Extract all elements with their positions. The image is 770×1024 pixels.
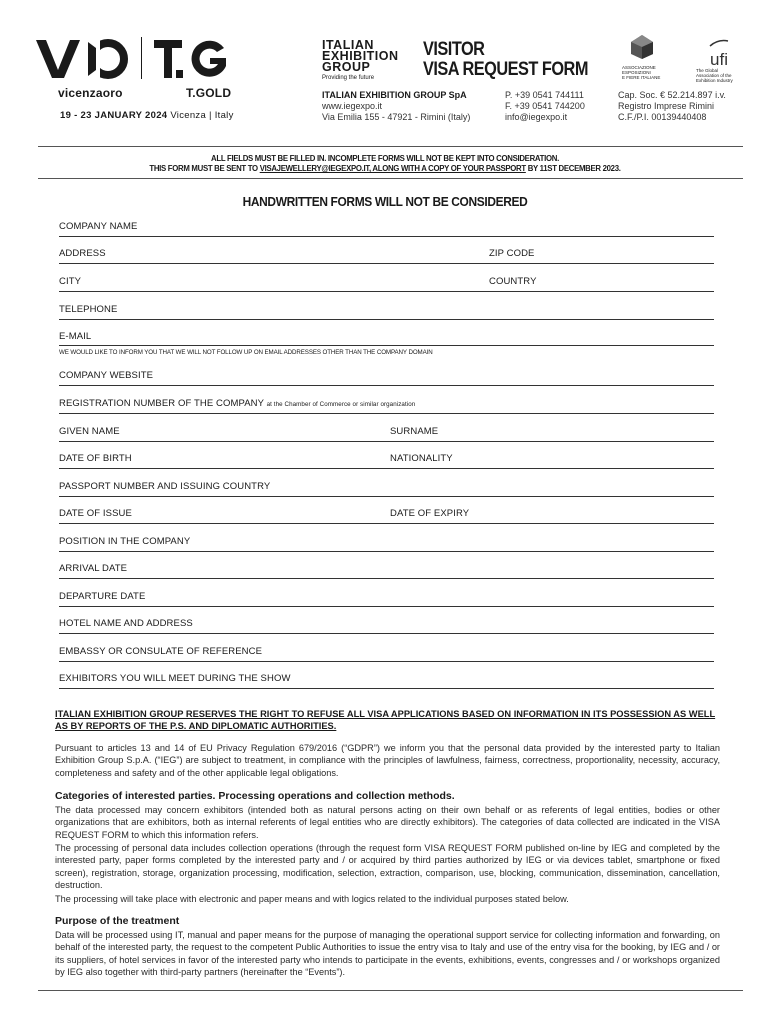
arrival-date-field[interactable] [59, 578, 714, 579]
registration-number-label [59, 398, 415, 409]
header-rule [38, 146, 743, 147]
badge-text: The Global [696, 68, 719, 73]
company-name-field[interactable] [59, 236, 714, 237]
departure-date-field[interactable] [59, 606, 714, 607]
form-title-line: VISA REQUEST FORM [423, 59, 588, 80]
email-domain-note: WE WOULD LIKE TO INFORM YOU THAT WE WILL NOT FOLLOW UP ON EMAIL ADDRESSES OTHER THAN THE COMPANY DOMAIN [59, 349, 433, 356]
city-label: CITY [59, 276, 82, 287]
ufi-swoosh-icon [708, 39, 730, 47]
position-label: POSITION IN THE COMPANY [59, 536, 191, 547]
form-title-line: VISITOR [423, 39, 485, 60]
zip-code-label: ZIP CODE [489, 248, 535, 259]
passport-label: PASSPORT NUMBER AND ISSUING COUNTRY [59, 481, 271, 492]
company-website-label: COMPANY WEBSITE [59, 370, 154, 381]
tgold-logo-icon [154, 36, 234, 82]
registration-info [618, 90, 726, 123]
name-field[interactable] [59, 441, 714, 442]
vicenzaoro-logo-icon [36, 36, 136, 82]
notice-send-deadline: BY 11ST DECEMBER 2023. [525, 164, 621, 173]
notice-fields-required: ALL FIELDS MUST BE FILLED IN. INCOMPLETE FORMS WILL NOT BE KEPT INTO CONSIDERATION. [211, 154, 559, 163]
email-label: E-MAIL [59, 331, 92, 342]
exhibitors-field[interactable] [59, 688, 714, 689]
vicenzaoro-label: vicenzaoro [58, 86, 123, 100]
handwritten-warning: HANDWRITTEN FORMS WILL NOT BE CONSIDERED [242, 194, 528, 209]
badge-text: ASSOCIAZIONE [622, 65, 656, 70]
phone-number: P. +39 0541 744111 [505, 90, 584, 100]
email-field[interactable] [59, 345, 714, 346]
surname-label: SURNAME [390, 426, 439, 437]
ufi-logo: ufi [710, 50, 728, 69]
categories-paragraph: The data processed may concern exhibitors (intended both as natural persons acting on their own behalf or as referents of legal entities, bodies or other organizations that are exhibitors, both as internal referents of legal entities who are directly exhibitors). The categories of data collected are indicated in the VISA REQUEST FORM to which this information refers. [55, 805, 720, 840]
hotel-field[interactable] [59, 633, 714, 634]
badge-text: E FIERE ITALIANE [622, 75, 661, 80]
date-of-expiry-label: DATE OF EXPIRY [390, 508, 470, 519]
contact-info [505, 90, 585, 123]
ieg-tagline: Providing the future [322, 75, 375, 81]
ieg-logo-line: ITALIAN [322, 38, 374, 52]
form-title [423, 40, 588, 80]
departure-date-label: DEPARTURE DATE [59, 591, 146, 602]
passport-field[interactable] [59, 496, 714, 497]
fax-number: F. +39 0541 744200 [505, 101, 585, 111]
notice-send-email: VISAJEWELLERY@IEGEXPO.IT, ALONG WITH A COPY OF YOUR PASSPORT [259, 164, 526, 173]
purpose-heading: Purpose of the treatment [55, 915, 180, 927]
registration-number-text: REGISTRATION NUMBER OF THE COMPANY [59, 398, 264, 409]
country-label: COUNTRY [489, 276, 537, 287]
city-field[interactable] [59, 291, 714, 292]
tgold-label: T.GOLD [186, 86, 232, 100]
rights-statement: ITALIAN EXHIBITION GROUP RESERVES THE RIGHT TO REFUSE ALL VISA APPLICATIONS BASED ON INFORMATION IN ITS POSSESSION AS WELL AS BY REPORTS OF THE P.S. AND DIPLOMATIC AUTHORITIES. [55, 709, 716, 732]
share-capital: Cap. Soc. € 52.214.897 i.v. [618, 90, 726, 100]
arrival-date-label: ARRIVAL DATE [59, 563, 128, 574]
processing-means-paragraph: The processing will take place with electronic and paper means and with logics related to the individual purposes stated below. [55, 894, 569, 904]
event-date-range: 19 - 23 JANUARY 2024 [60, 110, 168, 121]
registration-note: at the Chamber of Commerce or similar organization [266, 401, 416, 408]
company-info [322, 90, 470, 123]
nationality-label: NATIONALITY [390, 453, 453, 464]
ieg-logo-line: EXHIBITION [322, 49, 399, 63]
date-of-birth-label: DATE OF BIRTH [59, 453, 132, 464]
privacy-paragraph: Pursuant to articles 13 and 14 of EU Privacy Regulation 679/2016 (“GDPR”) we inform you that the personal data provided by the interested party to Italian Exhibition Group S.p.A. (“IEG”) are subject to treatment, in compliance with the principles of lawfulness, fairness, correctness, proportionality, necessity, accuracy, completeness and safety and of the other applicable legal obligations. [55, 743, 720, 778]
exhibition-association-icon [629, 34, 655, 60]
hotel-label: HOTEL NAME AND ADDRESS [59, 618, 193, 629]
company-website: www.iegexpo.it [322, 101, 383, 111]
notice-send-prefix: THIS FORM MUST BE SENT TO [149, 164, 260, 173]
ufi-badge [696, 34, 742, 83]
notice-rule [38, 178, 743, 179]
logo-divider [141, 37, 142, 79]
notice-send-to [0, 164, 770, 173]
ieg-logo [322, 40, 412, 81]
processing-paragraph: The processing of personal data includes collection operations (through the request form VISA REQUEST FORM published on-line by IEG and completed by the interested party, paper forms completed by the interested party and / or acquired by third parties authorized by IEG or via devices tablet, smartphone or fixed screen), registration, storage, organization processing, modification, selection, extraction, comparison, use, blocking, communication, dissemination, cancellation, destruction. [55, 843, 720, 891]
tax-code: C.F./P.I. 00139440408 [618, 112, 707, 122]
ieg-logo-line: GROUP [322, 60, 371, 74]
event-dates [60, 110, 234, 121]
badge-text: ESPOSIZIONI [622, 70, 651, 75]
embassy-label: EMBASSY OR CONSULATE OF REFERENCE [59, 646, 263, 657]
given-name-label: GIVEN NAME [59, 426, 120, 437]
birth-nationality-field[interactable] [59, 468, 714, 469]
address-field[interactable] [59, 263, 714, 264]
contact-email: info@iegexpo.it [505, 112, 568, 122]
exhibitors-label: EXHIBITORS YOU WILL MEET DURING THE SHOW [59, 673, 291, 684]
event-location: Vicenza | Italy [170, 110, 234, 121]
address-label: ADDRESS [59, 248, 106, 259]
registration-number-field[interactable] [59, 413, 714, 414]
passport-dates-field[interactable] [59, 523, 714, 524]
telephone-field[interactable] [59, 319, 714, 320]
telephone-label: TELEPHONE [59, 304, 118, 315]
purpose-paragraph: Data will be processed using IT, manual and paper means for the purpose of managing the operational support service for collecting information and forwarding, on behalf of the interested party, the request to the competent Public Authorities to issue the entry visa to Italy and use of the entry visa for the booking, by IEG and / or its suppliers, of hotel services in favor of the interested party who intends to participate in the events, exhibitions, events, congresses and / or workshops organized by IEG also together with third-party partners (hereinafter the “Events”). [55, 930, 720, 978]
position-field[interactable] [59, 551, 714, 552]
company-website-field[interactable] [59, 385, 714, 386]
badge-text: Association of the [696, 73, 732, 78]
business-register: Registro Imprese Rimini [618, 101, 715, 111]
association-badge [622, 34, 662, 80]
company-name-label: COMPANY NAME [59, 221, 138, 232]
company-name: ITALIAN EXHIBITION GROUP SpA [322, 90, 467, 100]
categories-heading: Categories of interested parties. Processing operations and collection methods. [55, 790, 455, 802]
footer-rule [38, 990, 743, 991]
date-of-issue-label: DATE OF ISSUE [59, 508, 132, 519]
company-address: Via Emilia 155 - 47921 - Rimini (Italy) [322, 112, 471, 122]
badge-text: Exhibition Industry [696, 78, 733, 83]
embassy-field[interactable] [59, 661, 714, 662]
